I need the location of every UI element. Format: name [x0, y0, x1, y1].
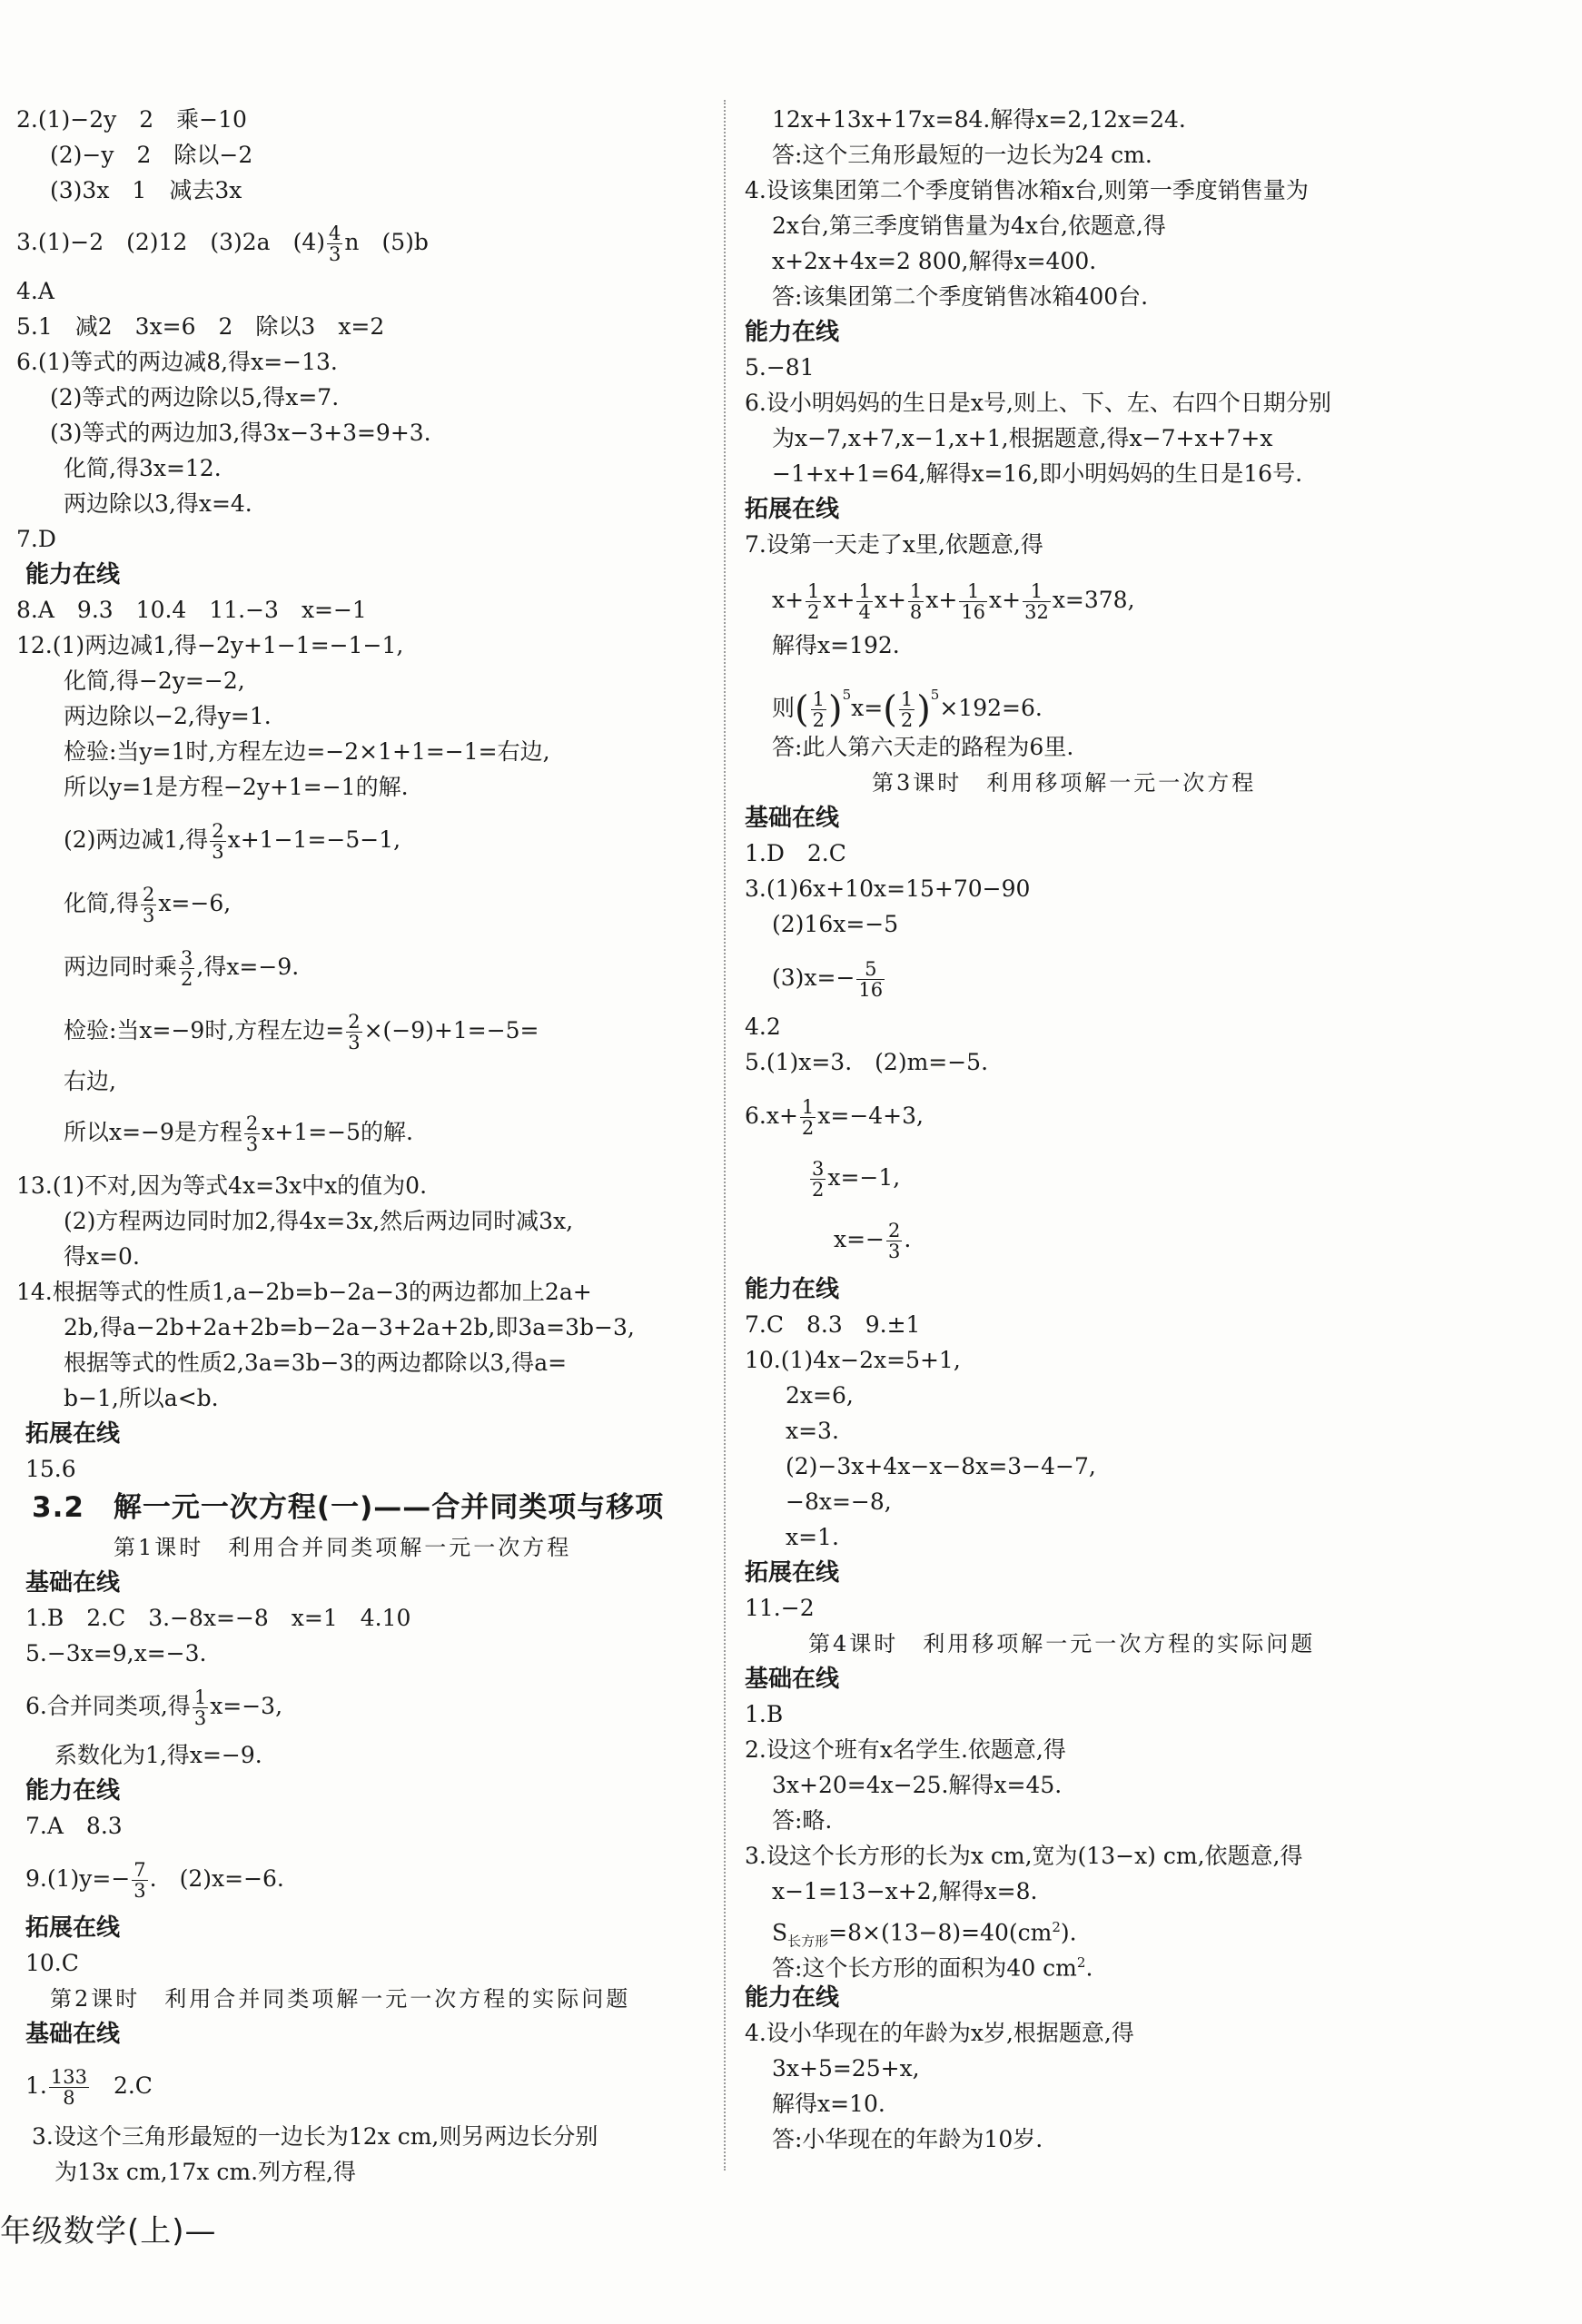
fraction: $\frac{5}{16}$ [858, 958, 884, 1001]
text-line: 4.A [16, 278, 54, 304]
text-line: 5.−3x=9,x=−3. [25, 1640, 207, 1666]
equation-line: 则( $\frac{1}{2}$ )$^5$x=( $\frac{1}{2}$ )$^5$×192=6. [772, 687, 1043, 731]
section-heading: 能力在线 [745, 1984, 840, 2012]
text-line: 3.(1)6x+10x=15+70−90 [745, 875, 1031, 902]
text-line: 9.(1)y=− $\frac{7}{3}$ . (2)x=−6. [25, 1859, 284, 1902]
text-line: 3.设这个三角形最短的一边长为12x cm,则另两边长分别 [32, 2123, 598, 2150]
text-line: (3)x=− $\frac{5}{16}$ [772, 958, 884, 1001]
fraction: $\frac{1}{32}$ [1024, 580, 1049, 623]
fraction: $\frac{1}{2}$ [900, 688, 914, 731]
fraction: $\frac{2}{3}$ [888, 1220, 901, 1262]
text-line: 4.设该集团第二个季度销售冰箱x台,则第一季度销售量为 [745, 177, 1309, 203]
lesson-title: 第2课时 利用合并同类项解一元一次方程的实际问题 [50, 1986, 631, 2012]
text-line: $S_{长方形}=8\times(13-8)=40(cm^2)$. [772, 1919, 1077, 1950]
text-line: 1.B [745, 1701, 784, 1727]
text-line: 2.设这个班有x名学生.依题意,得 [745, 1736, 1066, 1763]
text-line: x−1=13−x+2,解得x=8. [772, 1878, 1038, 1904]
text-line: 1.B 2.C 3.−8x=−8 x=1 4.10 [25, 1605, 411, 1631]
text-line: 检验:当x=−9时,方程左边= $\frac{2}{3}$ ×(−9)+1=−5= [64, 1011, 539, 1053]
text-line: 为13x cm,17x cm.列方程,得 [54, 2159, 356, 2185]
text-line: 得x=0. [64, 1243, 140, 1270]
text-line: b−1,所以a<b. [64, 1385, 219, 1411]
fraction: $\frac{1}{4}$ [858, 580, 871, 623]
text-line: 14.根据等式的性质1,a−2b=b−2a−3的两边都加上2a+ [16, 1279, 592, 1305]
text-line: 化简,得−2y=−2, [64, 668, 245, 694]
fraction: $\frac{1}{3}$ [193, 1686, 207, 1729]
text-line: 检验:当y=1时,方程左边=−2×1+1=−1=右边, [64, 738, 550, 765]
text-line: 10.C [25, 1950, 79, 1976]
text-line: 5.(1)x=3. (2)m=−5. [745, 1049, 989, 1075]
lesson-title: 第3课时 利用移项解一元一次方程 [872, 770, 1257, 796]
fraction: $\frac{133}{8}$ [50, 2066, 87, 2109]
page-footer: 年级数学(上)— [0, 2213, 217, 2250]
fraction: $\frac{1}{2}$ [807, 580, 820, 623]
text-line: (2)方程两边同时加2,得4x=3x,然后两边同时减3x, [64, 1208, 574, 1234]
text-line: 系数化为1,得x=−9. [54, 1742, 262, 1768]
fraction: $\frac{1}{16}$ [961, 580, 986, 623]
text-line: 10.(1)4x−2x=5+1, [745, 1347, 961, 1373]
equation-line: x+ $\frac{1}{2}$ x+ $\frac{1}{4}$ x+ $\frac{1}{8}$ x+ $\frac{1}{16}$ x+ $\frac{1}{32}$ x=378, [772, 580, 1135, 623]
section-heading: 能力在线 [25, 561, 121, 588]
text-line: 为x−7,x+7,x−1,x+1,根据题意,得x−7+x+7+x [772, 425, 1273, 451]
text-line: 答:略. [772, 1807, 833, 1834]
text-line: x=− $\frac{2}{3}$ . [834, 1220, 912, 1262]
fraction: $\frac{3}{2}$ [181, 947, 193, 990]
text-line: 化简,得3x=12. [64, 455, 222, 481]
text-line: 6.x+ $\frac{1}{2}$ x=−4+3, [745, 1096, 924, 1139]
text-line: (2)−y 2 除以−2 [50, 142, 253, 168]
text-line: 3.设这个长方形的长为x cm,宽为(13−x) cm,依题意,得 [745, 1843, 1303, 1869]
fraction: $\frac{2}{3}$ [245, 1113, 259, 1155]
text-line: 两边除以−2,得y=1. [64, 703, 272, 729]
text-line: 两边除以3,得x=4. [64, 490, 252, 517]
lesson-title: 第1课时 利用合并同类项解一元一次方程 [114, 1535, 572, 1560]
text-line: 12x+13x+17x=84.解得x=2,12x=24. [772, 106, 1186, 133]
text-line: 3x+5=25+x, [772, 2055, 920, 2082]
text-line: 12.(1)两边减1,得−2y+1−1=−1−1, [16, 632, 404, 658]
text-line: 3x+20=4x−25.解得x=45. [772, 1772, 1063, 1798]
text-line: 所以x=−9是方程 $\frac{2}{3}$ x+1=−5的解. [64, 1113, 413, 1155]
text-line: (2)等式的两边除以5,得x=7. [50, 384, 340, 410]
fraction: $\frac{1}{8}$ [909, 580, 923, 623]
text-line: −1+x+1=64,解得x=16,即小明妈妈的生日是16号. [772, 460, 1303, 487]
text-line: 答:这个三角形最短的一边长为24 cm. [772, 142, 1152, 168]
text-line: 所以y=1是方程−2y+1=−1的解. [64, 774, 409, 800]
fraction: $\frac{1}{2}$ [812, 688, 825, 731]
text-line: 根据等式的性质2,3a=3b−3的两边都除以3,得a= [64, 1350, 568, 1376]
text-line: 解得x=10. [772, 2091, 885, 2117]
text-line: 两边同时乘 $\frac{3}{2}$ ,得x=−9. [64, 947, 300, 990]
text-line: $\frac{3}{2}$ x=−1, [812, 1158, 901, 1201]
text-line: 7.D [16, 526, 56, 552]
text-line: 答:这个长方形的面积为40 $cm^2$. [772, 1954, 1093, 1982]
text-line: (2)16x=−5 [772, 911, 899, 937]
section-heading: 基础在线 [25, 1569, 121, 1597]
section-heading: 能力在线 [25, 1777, 121, 1805]
text-line: 答:此人第六天走的路程为6里. [772, 734, 1074, 760]
fraction: $\frac{1}{2}$ [801, 1096, 815, 1139]
text-line: 6.合并同类项,得 $\frac{1}{3}$ x=−3, [25, 1686, 283, 1729]
fraction: $\frac{3}{2}$ [812, 1158, 825, 1201]
text-line: 4.设小华现在的年龄为x岁,根据题意,得 [745, 2020, 1134, 2046]
text-line: −8x=−8, [786, 1488, 892, 1515]
fraction: $\frac{7}{3}$ [133, 1859, 146, 1902]
text-line: 3.(1)−2 (2)12 (3)2a (4) $\frac{4}{3}$ n (5)b [16, 223, 429, 265]
text-line: 6.设小明妈妈的生日是x号,则上、下、左、右四个日期分别 [745, 390, 1331, 416]
text-line: 7.A 8.3 [25, 1813, 123, 1839]
section-heading: 拓展在线 [745, 1559, 840, 1587]
column-divider [724, 100, 726, 2171]
text-line: 2x台,第三季度销售量为4x台,依题意,得 [772, 213, 1166, 239]
text-line: (2)−3x+4x−x−8x=3−4−7, [786, 1453, 1096, 1479]
text-line: 2.(1)−2y 2 乘−10 [16, 106, 247, 133]
text-line: 7.C 8.3 9.±1 [745, 1311, 921, 1338]
section-heading: 基础在线 [25, 2021, 121, 2048]
fraction: $\frac{4}{3}$ [328, 223, 341, 265]
text-line: 13.(1)不对,因为等式4x=3x中x的值为0. [16, 1172, 428, 1199]
section-heading: 基础在线 [745, 805, 840, 832]
text-line: 5.1 减2 3x=6 2 除以3 x=2 [16, 313, 385, 340]
section-heading: 能力在线 [745, 319, 840, 346]
text-line: 7.设第一天走了x里,依题意,得 [745, 531, 1043, 558]
text-line: 2b,得a−2b+2a+2b=b−2a−3+2a+2b,即3a=3b−3, [64, 1314, 635, 1340]
text-line: 8.A 9.3 10.4 11.−3 x=−1 [16, 597, 367, 623]
section-heading: 拓展在线 [25, 1420, 121, 1448]
text-line: (3)等式的两边加3,得3x−3+3=9+3. [50, 420, 431, 446]
fraction: $\frac{2}{3}$ [348, 1011, 361, 1053]
text-line: 4.2 [745, 1014, 781, 1040]
text-line: 2x=6, [786, 1382, 854, 1409]
text-line: x+2x+4x=2 800,解得x=400. [772, 248, 1097, 274]
section-heading: 拓展在线 [745, 496, 840, 523]
section-heading: 能力在线 [745, 1276, 840, 1303]
text-line: (2)两边减1,得 $\frac{2}{3}$ x+1−1=−5−1, [64, 820, 401, 863]
text-line: 1.D 2.C [745, 840, 846, 866]
text-line: x=3. [786, 1418, 839, 1444]
section-title: 3.2 解一元一次方程(一)——合并同类项与移项 [32, 1491, 665, 1524]
text-line: 答:小华现在的年龄为10岁. [772, 2126, 1043, 2152]
text-line: x=1. [786, 1524, 839, 1550]
section-heading: 拓展在线 [25, 1914, 121, 1942]
text-line: 右边, [64, 1068, 116, 1094]
text-line: 解得x=192. [772, 632, 900, 658]
text-line: 化简,得 $\frac{2}{3}$ x=−6, [64, 884, 232, 926]
fraction: $\frac{2}{3}$ [142, 884, 155, 926]
text-line: 11.−2 [745, 1595, 815, 1621]
text-line: 1. $\frac{133}{8}$ 2.C [25, 2066, 153, 2109]
section-heading: 基础在线 [745, 1666, 840, 1693]
fraction: $\frac{2}{3}$ [212, 820, 224, 863]
lesson-title: 第4课时 利用移项解一元一次方程的实际问题 [808, 1631, 1316, 1656]
text-line: (3)3x 1 减去3x [50, 177, 242, 203]
text-line: 5.−81 [745, 354, 815, 381]
text-line: 15.6 [25, 1456, 76, 1482]
text-line: 6.(1)等式的两边减8,得x=−13. [16, 349, 338, 375]
text-line: 答:该集团第二个季度销售冰箱400台. [772, 283, 1149, 310]
